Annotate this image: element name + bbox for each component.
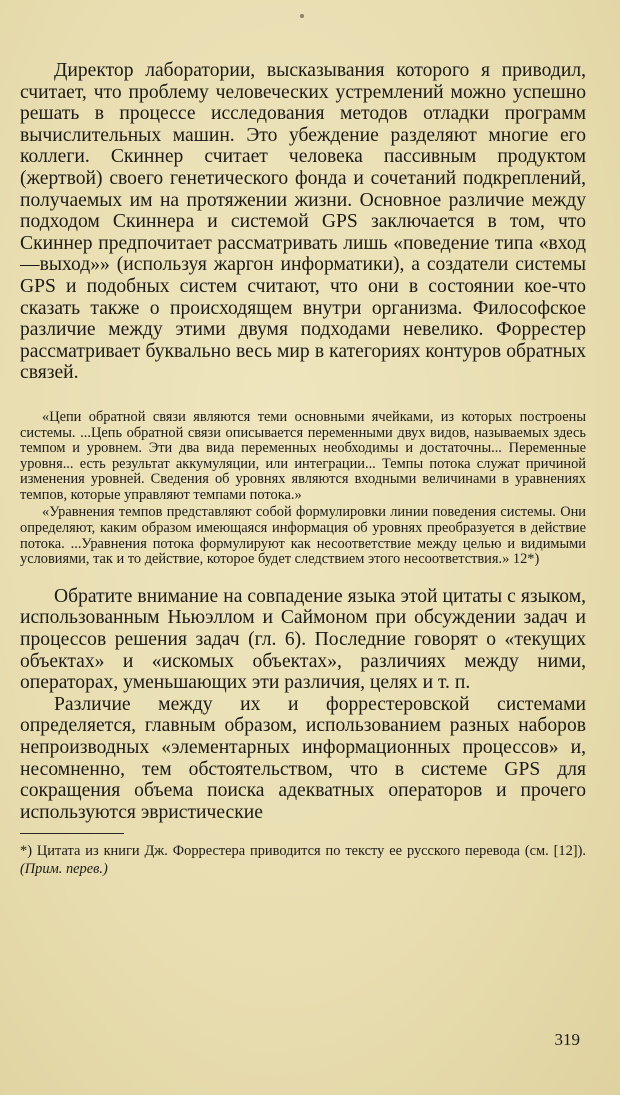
- page-number: 319: [554, 1030, 580, 1049]
- body-paragraph-1: Директор лаборатории, высказывания которого я приводил, считает, что проблему человеческих устремлений можно успешно решать в процессе исследования методов отладки программ вычислительных машин. Это убеждение разделяют многие его коллеги. Скиннер считает человека пассивным продуктом (жертвой) своего генетического фонда и сочетаний подкреплений, получаемых им на протяжении жизни. Основное различие между подходом Скиннера и системой GPS заключается в том, что Скиннер предпочитает рассматривать лишь «поведение типа «вход—выход»» (используя жаргон информатики), а создатели системы GPS и подобных систем считают, что они в состоянии кое-что сказать также о происходящем внутри организма. Философское различие между этими двумя подходами невелико. Форрестер рассматривает буквально весь мир в категориях контуров обратных связей.: [20, 60, 586, 384]
- footnote-divider: [20, 833, 124, 834]
- body-paragraph-3: Различие между их и форрестеровской системами определяется, главным образом, использованием разных наборов непроизводных «элементарных информационных процессов» и, несомненно, тем обстоятельством, что в системе GPS для сокращения объема поиска адекватных операторов и прочего используются эвристические: [20, 693, 586, 823]
- quote-paragraph-1: «Цепи обратной связи являются теми основными ячейками, из которых построены системы. ...Цепь обратной связи описывается переменными двух видов, называемых здесь темпом и уровнем. Эти два вида переменных необходимы и достаточны... Переменные уровня... есть результат аккумуляции, или интеграции... Темпы потока служат причиной изменения уровней. Сведения об уровнях являются входными величинами в уравнениях темпов, которые управляют темпами потока.»: [20, 408, 586, 503]
- block-quote: [20, 410, 586, 568]
- body-paragraph-2: Обратите внимание на совпадение языка этой цитаты с языком, использованным Ньюэллом и Саймоном при обсуждении задач и процессов решения задач (гл. 6). Последние говорят о «текущих объектах» и «искомых объектах», различиях между ними, операторах, уменьшающих эти различия, целях и т. п.: [20, 585, 586, 694]
- footnote-translator-note: (Прим. перев.): [20, 861, 108, 878]
- footnote-text: *) Цитата из книги Дж. Форрестера приводится по тексту ее русского перевода (см. [12]).: [20, 843, 586, 860]
- footnote: [20, 842, 586, 878]
- print-speck: [300, 14, 304, 18]
- quote-paragraph-2: «Уравнения темпов представляют собой формулировки линии поведения системы. Они определяют, каким образом имеющаяся информация об уровнях преобразуется в действие потока. ...Уравнения потока формулируют как несоответствие между целью и видимыми условиями, так и то действие, которое будет следствием этого несоответствия.» 12*): [20, 504, 586, 568]
